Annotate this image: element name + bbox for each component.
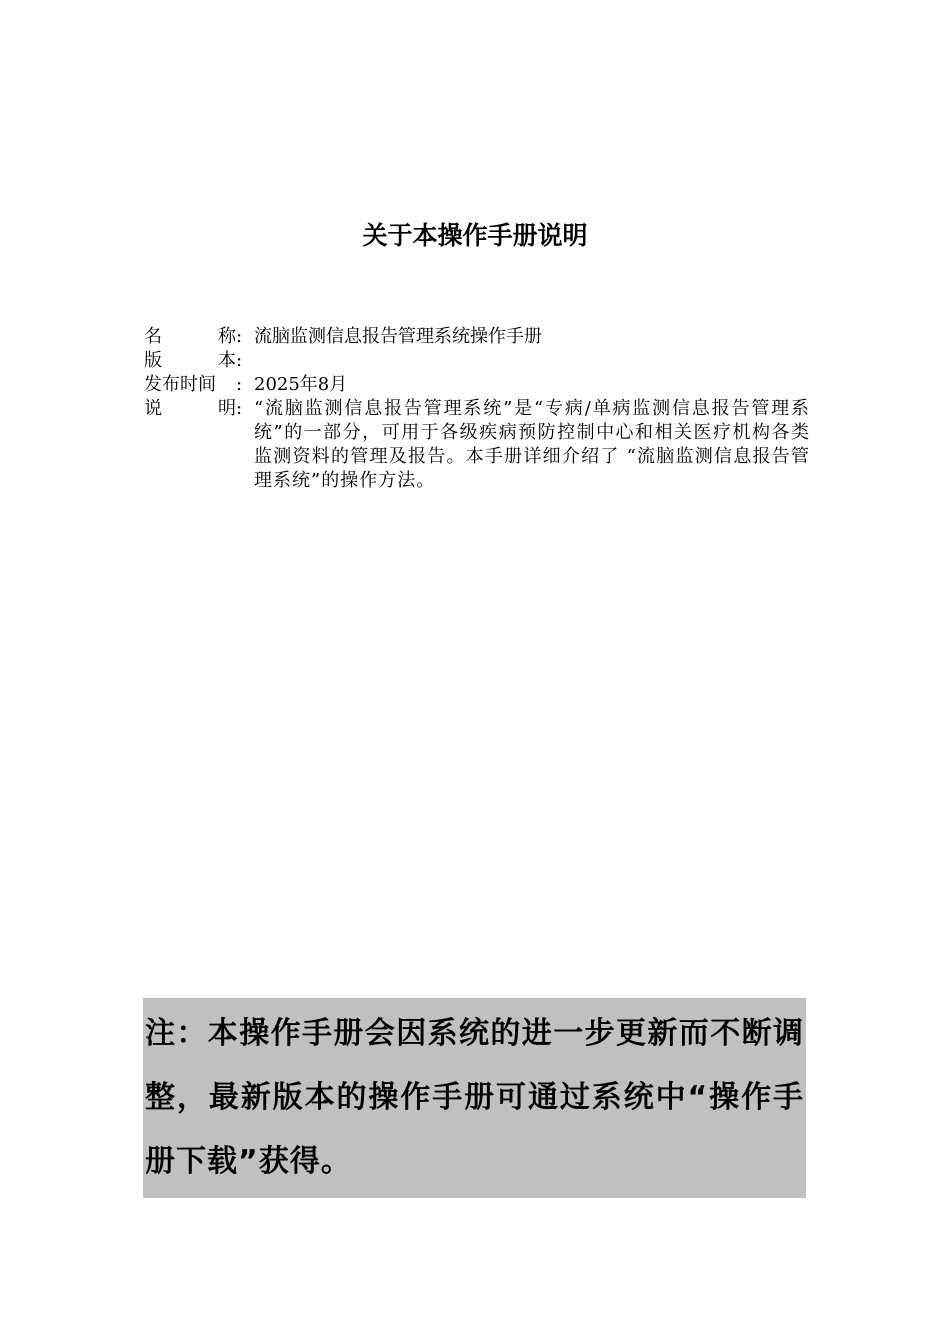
label-separator: : <box>236 350 243 371</box>
label-separator: : <box>236 326 243 347</box>
label-separator: : <box>236 374 243 395</box>
label-char: 本 <box>218 350 236 371</box>
info-row-name <box>144 325 810 349</box>
info-value-description: “流脑监测信息报告管理系统”是“专病/单病监测信息报告管理系统”的一部分，可用于各级疾病预防控制中心和相关医疗机构各类监测资料的管理及报告。本手册详细介绍了 “流脑监测信息报告管理系统”的操作方法。 <box>254 398 810 491</box>
info-label-release-date <box>144 373 236 397</box>
label-char: 称 <box>218 326 236 347</box>
info-row-version <box>144 349 810 373</box>
info-label-version <box>144 349 236 373</box>
info-row-release-date <box>144 373 810 397</box>
info-label-name <box>144 325 236 349</box>
document-info-list <box>144 325 810 493</box>
info-value-release-date: 2025年8月 <box>254 374 348 395</box>
label-char: 明 <box>218 398 236 419</box>
info-value-name: 流脑监测信息报告管理系统操作手册 <box>254 326 542 347</box>
page-title: 关于本操作手册说明 <box>362 221 588 250</box>
label-char: 名 <box>144 326 162 347</box>
info-label-description <box>144 397 236 421</box>
label-separator: : <box>236 398 243 419</box>
label-char: 说 <box>144 398 162 419</box>
label-text: 发布时间 <box>144 374 216 395</box>
update-note-text: 注：本操作手册会因系统的进一步更新而不断调整，最新版本的操作手册可通过系统中“操作手册下载”获得。 <box>145 1016 804 1179</box>
label-char: 版 <box>144 350 162 371</box>
info-row-description <box>144 397 810 493</box>
update-note-box <box>143 998 806 1198</box>
